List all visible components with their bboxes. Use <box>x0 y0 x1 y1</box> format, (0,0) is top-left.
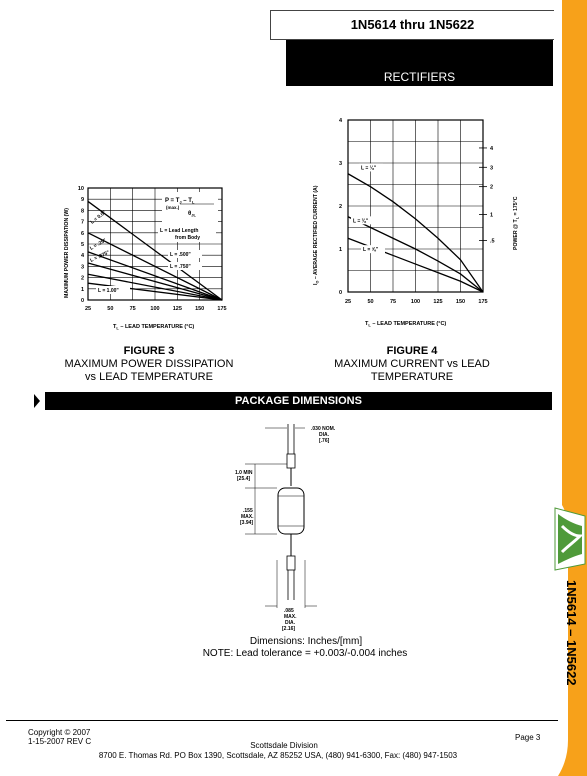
f3-curve-label: L = 0.0" <box>89 209 108 226</box>
f3-ytick: 0 <box>80 298 84 304</box>
figure4-caption <box>295 345 529 384</box>
lead-tolerance-note: NOTE: Lead tolerance = +0.003/-0.004 inches <box>202 648 408 659</box>
side-tab-label <box>560 578 586 738</box>
figure3-ylabel: MAXIMUM POWER DISSIPATION (W) <box>64 207 70 298</box>
svg-text:P = TJ – TL <box>165 198 195 205</box>
figure3-caption-line1: MAXIMUM POWER DISSIPATION <box>64 358 234 370</box>
section-arrow-right-icon <box>546 394 552 408</box>
f4-y2label-sub: L <box>515 216 520 220</box>
f4-curve-label: L = ⅛" <box>361 165 377 172</box>
f3-formula-num-sub: J <box>179 199 182 205</box>
f3-formula-p: P = <box>165 198 176 204</box>
figure3-caption <box>60 345 238 384</box>
dim-body-1: .155 <box>243 508 253 514</box>
f3-formula-max: (max.) <box>166 205 180 210</box>
f4-y2tick: 2 <box>490 184 494 191</box>
f4-ylabel-sub: O <box>315 280 320 284</box>
svg-text:θJL <box>188 211 196 218</box>
svg-text:POWER @ TL = 175°C <box>513 196 520 250</box>
page-number: Page 3 <box>515 733 541 742</box>
f3-ytick: 1 <box>80 286 84 293</box>
dim-wire-2: DIA. <box>319 432 329 438</box>
f4-ytick: 4 <box>338 118 342 124</box>
f3-formula-theta-sub: JL <box>191 212 196 218</box>
f3-xlabel-rest: – LEAD TEMPERATURE (°C) <box>118 324 195 330</box>
dim-wire-1: .030 NOM. <box>311 426 336 432</box>
f4-xtick: 175 <box>478 299 488 305</box>
part-range-title: 1N5614 thru 1N5622 <box>270 10 554 40</box>
f3-ytick: 2 <box>80 275 84 282</box>
svg-text:IO – AVERAGE RECTIFIED CURRENT <box>313 185 320 285</box>
dim-dia-4: [2.16] <box>282 626 296 632</box>
f3-ytick: 9 <box>80 197 84 204</box>
microsemi-logo-icon <box>552 506 587 572</box>
f4-xlabel-rest: – LEAD TEMPERATURE (°C) <box>370 321 447 327</box>
f3-curve-label: L = .500" <box>170 252 191 258</box>
f4-ytick: 1 <box>338 247 342 253</box>
f4-xlabel-sub: L <box>368 322 371 328</box>
f4-curve-label: L = ⅜" <box>353 218 369 225</box>
f3-xlabel: T <box>113 324 117 330</box>
f4-y2tick: .5 <box>490 238 495 245</box>
f3-xtick: 75 <box>129 306 136 312</box>
f3-curve-label: L = .750" <box>170 264 191 270</box>
f4-xtick: 25 <box>344 299 352 305</box>
address: 8700 E. Thomas Rd. PO Box 1390, Scottsdale, AZ 85252 USA, (480) 941-6300, Fax: (480) 947-1503 <box>98 751 458 760</box>
figure4-caption-text: MAXIMUM CURRENT vs LEAD TEMPERATURE <box>334 358 490 383</box>
svg-text:TL – LEAD TEMPERATURE (°C) <box>113 324 194 331</box>
category-label: RECTIFIERS <box>383 70 456 84</box>
dim-body-3: [3.94] <box>240 520 254 526</box>
dim-body-2: MAX. <box>241 514 254 520</box>
figure3-caption-line2: vs LEAD TEMPERATURE <box>85 371 213 383</box>
f3-ytick: 3 <box>80 264 84 271</box>
f3-formula-minus-sub: L <box>191 199 195 205</box>
package-drawing <box>225 420 375 638</box>
f3-formula-minus: – T <box>181 198 192 204</box>
f3-xlabel-sub: L <box>116 325 119 331</box>
f3-xtick: 175 <box>217 306 227 312</box>
svg-text:TL – LEAD TEMPERATURE (°C) <box>365 321 446 328</box>
revision: 1-15-2007 REV C <box>28 737 92 746</box>
f4-y2tick: 4 <box>490 145 494 152</box>
f3-ytick: 6 <box>80 230 84 237</box>
f3-curve-label: L = 1.00" <box>98 288 119 294</box>
f4-y2tick: 1 <box>490 212 494 219</box>
f4-xtick: 75 <box>389 299 397 305</box>
f4-xtick: 50 <box>367 299 374 305</box>
f3-lead-length-label2: from Body <box>175 235 200 241</box>
f3-formula-theta: θ <box>188 211 192 217</box>
f4-ytick: 0 <box>338 290 342 296</box>
f4-xtick: 100 <box>410 299 421 305</box>
f3-xtick: 50 <box>107 306 114 312</box>
dim-dia-1: .085 <box>284 608 294 614</box>
dim-wire-3: [.76] <box>319 438 330 444</box>
f4-ylabel: I <box>313 283 319 285</box>
f4-xtick: 150 <box>455 299 466 305</box>
f3-formula-num: T <box>175 198 180 204</box>
f4-y2label-rest: = 175°C <box>513 196 519 217</box>
figure3-chart <box>58 180 238 332</box>
f4-ytick: 2 <box>338 204 342 210</box>
footer-divider <box>6 720 558 721</box>
package-dimensions-title: PACKAGE DIMENSIONS <box>45 392 552 410</box>
f3-ytick: 7 <box>80 219 84 226</box>
f3-lead-length-label: L = Lead Length <box>160 228 199 234</box>
f4-xlabel: T <box>365 321 369 327</box>
f4-y2label: POWER @ T <box>513 219 519 250</box>
f3-ytick: 4 <box>80 253 84 260</box>
section-arrow-icon <box>34 394 40 408</box>
dim-dia-2: MAX. <box>284 614 297 620</box>
f3-xtick: 150 <box>195 306 205 312</box>
f4-y2tick: 3 <box>490 165 494 172</box>
f3-ytick: 5 <box>80 242 84 248</box>
f3-xtick: 125 <box>172 306 182 312</box>
f3-xtick: 100 <box>150 306 160 312</box>
dim-lead-2: [25.4] <box>237 476 251 482</box>
f4-ylabel-rest: – AVERAGE RECTIFIED CURRENT (A) <box>313 185 319 281</box>
figure4-label: FIGURE 4 <box>386 345 438 357</box>
dimensions-note: Dimensions: Inches/[mm] <box>249 636 363 647</box>
division: Scottsdale Division <box>250 741 318 750</box>
side-tab-part-range: 1N5614 – 1N5622 <box>564 580 579 686</box>
dim-lead-1: 1.0 MIN <box>235 470 253 476</box>
dim-dia-3: DIA. <box>285 620 295 626</box>
f3-ytick: 8 <box>80 208 84 215</box>
f4-curve-label: L = ⅝" <box>363 247 379 254</box>
figure3-label: FIGURE 3 <box>123 345 175 357</box>
f3-curve-label: L = .375" <box>89 249 111 264</box>
f4-ytick: 3 <box>338 161 342 167</box>
f4-xtick: 125 <box>433 299 443 305</box>
f3-curve-label: L = .25" <box>89 237 108 252</box>
f3-ytick: 10 <box>77 186 84 192</box>
f3-xtick: 25 <box>84 306 92 312</box>
copyright: Copyright © 2007 <box>28 728 91 737</box>
figure4-chart <box>305 110 535 335</box>
